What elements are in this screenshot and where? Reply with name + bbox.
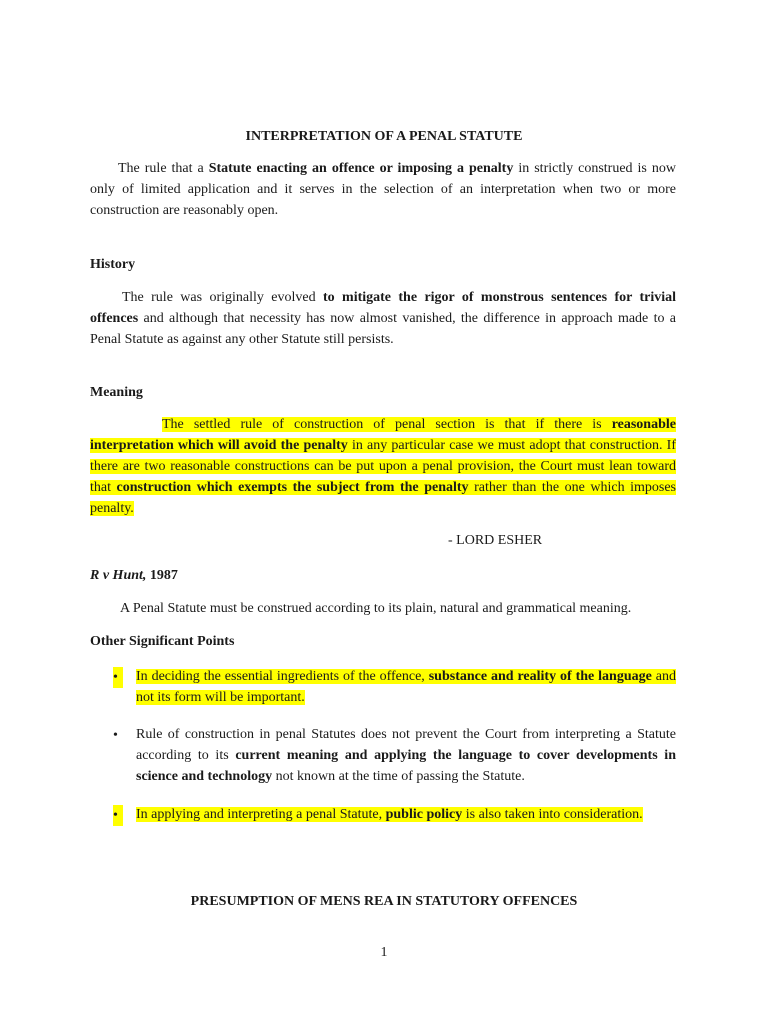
case-text: A Penal Statute must be construed according to its plain, natural and grammatical meaning.: [120, 601, 632, 616]
meaning-heading: Meaning: [90, 385, 143, 400]
point-2-bold: current meaning and applying the language to cover developments in science and technology: [136, 748, 676, 784]
meaning-bold-2: construction which exempts the subject from the penalty: [116, 480, 469, 495]
history-heading: History: [90, 257, 136, 272]
next-section-title: PRESUMPTION OF MENS REA IN STATUTORY OFFENCES: [190, 894, 578, 909]
other-points-heading: Other Significant Points: [90, 634, 235, 649]
point-1-text-a: In deciding the essential ingredients of the offence,: [136, 669, 429, 684]
page-number: 1: [380, 945, 388, 960]
history-paragraph: [90, 287, 676, 350]
history-text-a: The rule was originally evolved: [122, 290, 323, 305]
meaning-bold-1: reasonable interpretation which will avoid the penalty: [90, 417, 676, 453]
case-heading: [90, 565, 676, 586]
point-1: [136, 666, 676, 708]
case-year: 1987: [146, 568, 178, 583]
meaning-text-a: The settled rule of construction of penal section is that if there is: [162, 417, 612, 432]
meaning-text-c: in any particular case we must adopt that construction. If there are two reasonable constructions can be put upon a penal provision, the Court must lean toward that: [90, 438, 676, 495]
point-2: [136, 724, 676, 787]
point-2-text-c: not known at the time of passing the Statute.: [272, 769, 525, 784]
point-3-text-c: is also taken into consideration.: [462, 807, 643, 822]
point-3-bold: public policy: [385, 807, 463, 822]
case-name: R v Hunt,: [90, 568, 147, 583]
point-1-bold: substance and reality of the language: [428, 669, 652, 684]
intro-text-c: in strictly construed is now only of limited application and it serves in the selection of an interpretation when two or more construction are reasonably open.: [90, 161, 676, 218]
point-1-text-c: and not its form will be important.: [136, 669, 676, 705]
bullet-icon: •: [113, 667, 123, 688]
history-text-c: and although that necessity has now almost vanished, the difference in approach made to a Penal Statute as against any other Statute still persists.: [90, 311, 676, 347]
point-3-text-a: In applying and interpreting a penal Statute,: [136, 807, 386, 822]
meaning-text-e: rather than the one which imposes penalty.: [90, 480, 677, 516]
document-title: INTERPRETATION OF A PENAL STATUTE: [245, 129, 523, 144]
point-3: [136, 804, 676, 825]
history-bold: to mitigate the rigor of monstrous sentences for trivial offences: [90, 290, 676, 326]
meaning-paragraph: [90, 414, 676, 519]
intro-text-a: The rule that a: [118, 161, 209, 176]
attribution: - LORD ESHER: [448, 533, 543, 548]
intro-paragraph: [90, 158, 676, 221]
point-2-text-a: Rule of construction in penal Statutes does not prevent the Court from interpreting a Statute according to its: [136, 727, 676, 763]
bullet-icon: •: [113, 805, 123, 826]
bullet-icon: •: [113, 728, 118, 743]
intro-bold: Statute enacting an offence or imposing a penalty: [208, 161, 514, 176]
case-paragraph: [90, 598, 676, 619]
